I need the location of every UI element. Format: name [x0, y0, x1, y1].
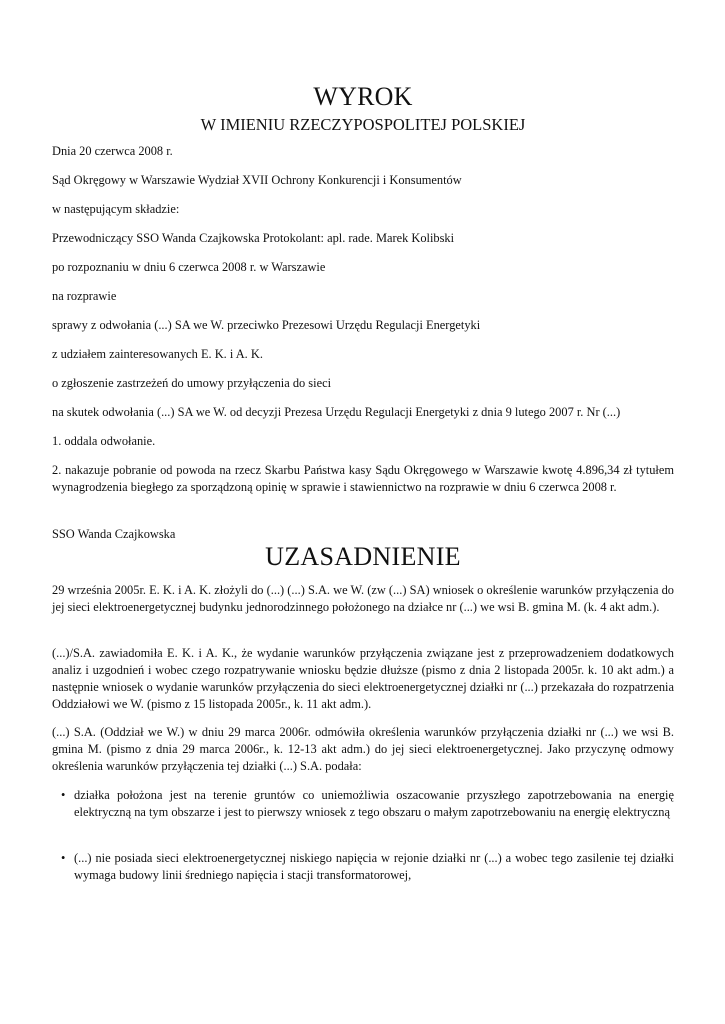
- list-item-text: (...) nie posiada sieci elektroenergetycznej niskiego napięcia w rejonie działki nr (...) a wobec tego zasilenie tej działki wymaga budowy linii średniego napięcia i stacji transformatorowej,: [74, 851, 674, 882]
- bullet-icon: •: [61, 788, 66, 802]
- ruling-1: 1. oddala odwołanie.: [52, 434, 156, 448]
- justification-paragraph-1: 29 września 2005r. E. K. i A. K. złożyli do (...) (...) S.A. we W. (zw (...) SA) wniosek o określenie warunków przyłączenia do jej sieci elektroenergetycznej budynku jednorodzinnego położonego na działce nr (...) we wsi B. gmina M. (k. 4 akt adm.).: [52, 583, 674, 614]
- court-line: Sąd Okręgowy w Warszawie Wydział XVII Ochrony Konkurencji i Konsumentów: [52, 173, 462, 187]
- bullet-icon: •: [61, 851, 66, 865]
- ruling-2: 2. nakazuje pobranie od powoda na rzecz Skarbu Państwa kasy Sądu Okręgowego w Warszawie kwotę 4.896,34 zł tytułem wynagrodzenia biegłego za sporządzoną opinię w sprawie i stawiennictwo na rozprawie w dniu 6 czerwca 2008 r.: [52, 463, 674, 494]
- justification-paragraph-3: (...) S.A. (Oddział we W.) w dniu 29 marca 2006r. odmówiła określenia warunków przyłączenia działki nr (...) we wsi B. gmina M. (pismo z dnia 29 marca 2006r., k. 12-13 akt adm.) do jej sieci elektroenergetycznej. Jako przyczynę odmowy określenia warunków przyłączenia tej działki (...) S.A. podała:: [52, 725, 674, 773]
- composition-intro: w następującym składzie:: [52, 202, 180, 216]
- document-title: WYROK: [313, 82, 413, 111]
- case-line: sprawy z odwołania (...) SA we W. przeciwko Prezesowi Urzędu Regulacji Energetyki: [52, 318, 481, 332]
- composition-line: Przewodniczący SSO Wanda Czajkowska Protokolant: apl. rade. Marek Kolibski: [52, 231, 455, 245]
- justification-paragraph-2: (...)/S.A. zawiadomiła E. K. i A. K., że wydanie warunków przyłączenia związane jest z przeprowadzeniem dodatkowych analiz i uzgodnień i wobec czego rozpatrywanie wniosku będzie dłuższe (pismo z dnia 2 listopada 2005r. k. 10 akt adm.) a następnie wniosek o wydanie warunków przyłączenia do sieci elektroenergetycznej działki nr (...) przekazała do rozpatrzenia Oddziałowi we W. (pismo z 15 listopada 2005r., k. 11 akt adm.).: [52, 646, 674, 711]
- subject-line: o zgłoszenie zastrzeżeń do umowy przyłączenia do sieci: [52, 376, 332, 390]
- hearing-line: po rozpoznaniu w dniu 6 czerwca 2008 r. w Warszawie: [52, 260, 326, 274]
- signature: SSO Wanda Czajkowska: [52, 527, 176, 541]
- document-subtitle: W IMIENIU RZECZYPOSPOLITEJ POLSKIEJ: [200, 115, 526, 134]
- list-item-text: działka położona jest na terenie gruntów co uniemożliwia oszacowanie przyszłego zapotrzebowania na energię elektryczną na tym obszarze i jest to pierwszy wniosek z tego obszaru o małym zapotrzebowaniu na energię elektryczną: [74, 788, 674, 819]
- justification-heading: UZASADNIENIE: [265, 542, 461, 571]
- appeal-line: na skutek odwołania (...) SA we W. od decyzji Prezesa Urzędu Regulacji Energetyki z dnia 9 lutego 2007 r. Nr (...): [52, 405, 621, 419]
- participants-line: z udziałem zainteresowanych E. K. i A. K.: [52, 347, 263, 361]
- on-hearing-line: na rozprawie: [52, 289, 117, 303]
- date-line: Dnia 20 czerwca 2008 r.: [52, 144, 173, 158]
